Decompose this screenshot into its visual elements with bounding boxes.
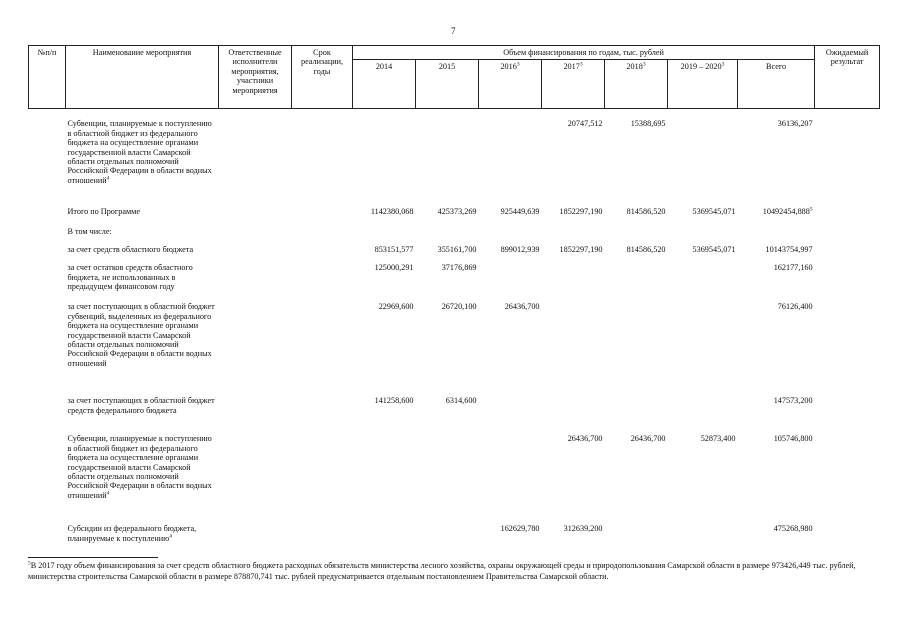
header-funding: Объем финансирования по годам, тыс. рублей (353, 46, 815, 60)
value-cell: 26436,700 (630, 434, 666, 444)
value-cell: 26436,700 (504, 302, 540, 312)
table-cell (219, 227, 292, 245)
table-cell (292, 245, 353, 263)
value-cell: 141258,600 (374, 396, 414, 406)
value-cell: 15388,695 (630, 119, 666, 129)
value-cell: 312639,200 (563, 524, 603, 534)
value-cell: 355161,700 (437, 245, 477, 255)
value-cell (416, 227, 479, 245)
table-cell (292, 119, 353, 207)
value-cell (738, 207, 815, 227)
header-responsible: Ответственные исполнители мероприятия, участники мероприятия (219, 46, 292, 109)
header-name: Наименование мероприятия (66, 46, 219, 109)
cell-text: 105746,800 (773, 434, 813, 444)
footnote-ref: 4 (106, 175, 110, 182)
row-name (66, 263, 219, 302)
value-cell: 1142380,068 (370, 207, 414, 217)
header-term: Срок реализации, годы (292, 46, 353, 109)
footnote-divider (28, 557, 158, 558)
table-cell (219, 263, 292, 302)
value-cell (738, 434, 815, 524)
value-cell: 814586,520 (626, 245, 666, 255)
table-row (29, 263, 880, 302)
value-cell: 162629,780 (500, 524, 540, 534)
value-cell (738, 524, 815, 548)
footnote-ref: 3 (579, 61, 583, 68)
value-cell (668, 396, 738, 434)
table-cell (29, 245, 66, 263)
value-cell (668, 524, 738, 548)
table-row (29, 245, 880, 263)
footnote-ref: 3 (721, 61, 725, 68)
table-cell (219, 245, 292, 263)
footnote-text: В 2017 году объем финансирования за счет средств областного бюджета расходных обязательств министерства лесного хозяйства, охраны окружающей среды и природопользования Самарской области в размере 973426,449 тыс. рублей, министерства строительства Самарской области в размере 878870,741 тыс. рублей предусматривается отдельным постановлением Правительства Самарской области. (28, 561, 856, 581)
cell-text: 147573,200 (773, 396, 813, 406)
value-cell: 37176,869 (441, 263, 477, 273)
header-year (479, 60, 542, 109)
value-cell: 425373,269 (437, 207, 477, 217)
value-cell (353, 119, 416, 207)
value-cell (542, 263, 605, 302)
value-cell (668, 119, 738, 207)
value-cell (668, 227, 738, 245)
value-cell: 5369545,071 (692, 207, 736, 217)
cell-text: за счет средств областного бюджета (67, 245, 194, 255)
table-cell (29, 524, 66, 548)
table-cell (292, 524, 353, 548)
table-cell (29, 396, 66, 434)
value-cell (416, 119, 479, 207)
cell-text: 2017 (563, 62, 580, 72)
table-cell (219, 524, 292, 548)
cell-text: Субсидии из федерального бюджета, планируемые к поступлению (67, 524, 197, 543)
value-cell: 26436,700 (567, 434, 603, 444)
value-cell: 1852297,190 (559, 207, 603, 217)
table-cell (29, 109, 880, 120)
header-year (542, 60, 605, 109)
value-cell (668, 302, 738, 396)
footnote-ref: 4 (169, 533, 172, 540)
cell-text: 76126,400 (777, 302, 813, 312)
table-row (29, 109, 880, 120)
value-cell (479, 263, 542, 302)
value-cell (605, 524, 668, 548)
table-cell (815, 396, 880, 434)
footnote-mark: 5 (28, 560, 31, 567)
cell-text: за счет поступающих в областной бюджет средств федерального бюджета (67, 396, 215, 415)
row-name (66, 302, 219, 396)
value-cell (738, 245, 815, 263)
table-cell (29, 207, 66, 227)
value-cell (479, 434, 542, 524)
table-row (29, 207, 880, 227)
row-name (66, 245, 219, 263)
value-cell (416, 434, 479, 524)
value-cell (738, 263, 815, 302)
header-year (605, 60, 668, 109)
row-name (66, 524, 219, 548)
value-cell (542, 227, 605, 245)
value-cell: 52873,400 (700, 434, 736, 444)
footnote-ref: 4 (106, 490, 110, 497)
value-cell (479, 227, 542, 245)
table-cell (292, 434, 353, 524)
table-cell (219, 396, 292, 434)
table-cell (29, 119, 66, 207)
cell-text: Итого по Программе (67, 207, 140, 217)
value-cell (542, 302, 605, 396)
header-result: Ожидаемый результат (815, 46, 880, 109)
table-cell (815, 245, 880, 263)
cell-text: 10492454,888 (762, 207, 810, 217)
table-cell (29, 263, 66, 302)
value-cell (416, 524, 479, 548)
cell-text: 2019 – 2020 (680, 62, 722, 72)
header-num: №п/п (29, 46, 66, 109)
table-cell (219, 119, 292, 207)
table-cell (292, 207, 353, 227)
cell-text: 2016 (500, 62, 517, 72)
table-cell (292, 227, 353, 245)
value-cell (353, 227, 416, 245)
value-cell (738, 227, 815, 245)
table-cell (292, 396, 353, 434)
value-cell (605, 302, 668, 396)
table-cell (219, 302, 292, 396)
row-name (66, 396, 219, 434)
value-cell (738, 396, 815, 434)
table-body (29, 109, 880, 549)
table-cell (815, 119, 880, 207)
header-year (416, 60, 479, 109)
table-row (29, 302, 880, 396)
value-cell: 125000,291 (374, 263, 414, 273)
financing-table (28, 45, 880, 548)
value-cell (353, 524, 416, 548)
value-cell: 5369545,071 (692, 245, 736, 255)
value-cell (542, 396, 605, 434)
value-cell: 22969,600 (378, 302, 414, 312)
value-cell (668, 263, 738, 302)
table-cell (815, 434, 880, 524)
value-cell (738, 302, 815, 396)
header-year (668, 60, 738, 109)
value-cell (738, 119, 815, 207)
row-name (66, 207, 219, 227)
table-cell (29, 434, 66, 524)
row-name (66, 227, 219, 245)
table-row (29, 434, 880, 524)
table-cell (815, 227, 880, 245)
footnote-ref: 3 (642, 61, 646, 68)
footnote-ref: 5 (809, 206, 813, 213)
cell-text: 2015 (438, 62, 456, 72)
value-cell: 814586,520 (626, 207, 666, 217)
header-year (353, 60, 416, 109)
value-cell (479, 396, 542, 434)
value-cell (605, 227, 668, 245)
cell-text: 2014 (375, 62, 393, 72)
cell-text: В том числе: (67, 227, 112, 237)
header-year-total (738, 60, 815, 109)
cell-text: 162177,160 (773, 263, 813, 273)
page-number: 7 (451, 26, 456, 36)
value-cell: 6314,600 (445, 396, 477, 406)
table-row (29, 119, 880, 207)
cell-text: 10143754,997 (765, 245, 813, 255)
table-cell (815, 302, 880, 396)
table-row (29, 524, 880, 548)
table-row (29, 227, 880, 245)
table-cell (29, 227, 66, 245)
table-cell (219, 434, 292, 524)
table-cell (815, 263, 880, 302)
row-name (66, 119, 219, 207)
value-cell: 853151,577 (374, 245, 414, 255)
cell-text: за счет поступающих в областной бюджет субвенций, выделенных из федерального бюджета на осуществление органами государственной власти Самарской области отдельных полномочий Российской Федерации в области водных отношений (67, 302, 215, 368)
value-cell: 26720,100 (441, 302, 477, 312)
value-cell: 1852297,190 (559, 245, 603, 255)
table-row (29, 396, 880, 434)
cell-text: Субвенции, планируемые к поступлению в областной бюджет из федерального бюджета на осуществление органами государственной власти Самарской области отдельных полномочий Российской Федерации в области водных отношений (67, 434, 212, 500)
table-cell (292, 302, 353, 396)
value-cell: 899012,939 (500, 245, 540, 255)
footnote-ref: 3 (516, 61, 520, 68)
value-cell: 20747,512 (567, 119, 603, 129)
value-cell (353, 434, 416, 524)
cell-text: 475268,980 (773, 524, 813, 534)
cell-text: за счет остатков средств областного бюджета, не использованных в предыдущем финансовом году (67, 263, 193, 292)
footnote (28, 560, 888, 582)
value-cell (605, 396, 668, 434)
table-row (29, 46, 880, 60)
cell-text: Субвенции, планируемые к поступлению в областной бюджет из федерального бюджета на осуществление органами государственной власти Самарской области отдельных полномочий Российской Федерации в области водных отношений (67, 119, 212, 185)
cell-text: 36136,207 (777, 119, 813, 129)
table-cell (815, 207, 880, 227)
table-cell (815, 524, 880, 548)
table-cell (292, 263, 353, 302)
cell-text: 2018 (626, 62, 643, 72)
row-name (66, 434, 219, 524)
cell-text: Всего (766, 62, 787, 72)
value-cell (605, 263, 668, 302)
table-cell (219, 207, 292, 227)
value-cell (479, 119, 542, 207)
value-cell: 925449,639 (500, 207, 540, 217)
table-cell (29, 302, 66, 396)
